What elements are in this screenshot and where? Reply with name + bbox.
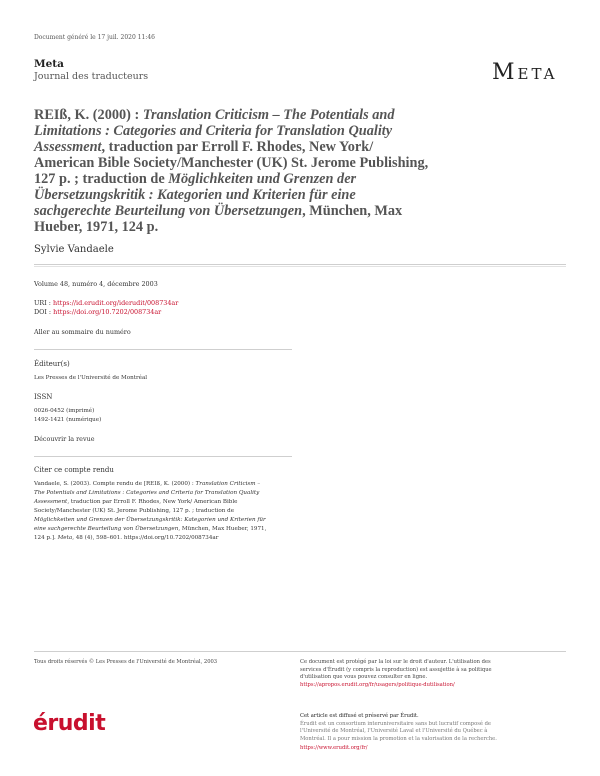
erudit-line: l'Université de Montréal, l'Université Laval et l'Université du Québec à bbox=[300, 728, 488, 735]
title-line-segment: Möglichkeiten und Grenzen der bbox=[168, 171, 357, 187]
copyright-notice bbox=[300, 659, 566, 689]
issn-print: 0026-0452 (imprimé) bbox=[34, 408, 95, 414]
title-line-segment: Limitations : Categories and Criteria for Translation Quality bbox=[34, 123, 393, 139]
uri-link[interactable]: https://id.erudit.org/iderudit/008734ar bbox=[52, 299, 179, 307]
title-line bbox=[34, 171, 579, 187]
uri-label: URI : bbox=[34, 299, 51, 307]
discover-journal-link[interactable]: Découvrir la revue bbox=[34, 435, 95, 443]
author-name[interactable]: Sylvie Vandaele bbox=[34, 244, 114, 255]
title-line-segment: , traduction par Erroll F. Rhodes, New York/ bbox=[101, 139, 374, 155]
title-line-segment: 127 p. ; traduction de bbox=[34, 171, 169, 187]
citation-line-segment: Assessment bbox=[34, 499, 68, 505]
title-line-segment: Translation Criticism – The Potentials and bbox=[142, 107, 395, 123]
citation-line bbox=[34, 489, 294, 498]
citation-text bbox=[34, 480, 294, 543]
summary-link[interactable]: Aller au sommaire du numéro bbox=[34, 328, 131, 336]
title-line bbox=[34, 219, 579, 235]
journal-subtitle: Journal des traducteurs bbox=[34, 71, 149, 82]
issn-label: ISSN bbox=[34, 393, 53, 401]
generated-date: Document généré le 17 juil. 2020 11:46 bbox=[34, 34, 155, 41]
copyright-line: Ce document est protégé par la loi sur le droit d'auteur. L'utilisation des bbox=[300, 659, 491, 665]
title-line-segment: REIß, K. (2000) : bbox=[34, 107, 143, 123]
journal-name: Meta bbox=[34, 58, 64, 70]
citation-line-segment: Meta bbox=[57, 535, 73, 541]
copyright-line: d'utilisation que vous pouvez consulter en ligne. bbox=[300, 674, 428, 681]
meta-logo-text: Meta bbox=[492, 60, 558, 85]
title-line bbox=[34, 155, 579, 171]
meta-logo bbox=[492, 60, 558, 85]
citation-line bbox=[34, 507, 294, 516]
citation-line-segment: The Potentials and Limitations : Categories and Criteria for Translation Quality bbox=[34, 490, 260, 496]
citation-line bbox=[34, 534, 294, 543]
citation-line-segment: Society/Manchester (UK) St. Jerome Publishing, 127 p. ; traduction de bbox=[34, 508, 235, 514]
citation-line-segment: Möglichkeiten und Grenzen der Übersetzungskritik: Kategorien und Kriterien für bbox=[34, 517, 266, 523]
divider bbox=[34, 651, 566, 652]
citation-line bbox=[34, 516, 294, 525]
title-line-segment: , München, Max bbox=[302, 203, 403, 219]
publisher-name: Les Presses de l'Université de Montréal bbox=[34, 375, 148, 381]
title-line-segment: Assessment bbox=[34, 139, 102, 155]
erudit-heading: Cet article est diffusé et préservé par Érudit. bbox=[300, 713, 419, 719]
title-line-segment: sachgerechte Beurteilung von Übersetzungen bbox=[34, 203, 303, 219]
citation-line-segment: 124 p.]. bbox=[34, 535, 58, 541]
copyright-line: services d'Érudit (y compris la reproduction) est assujettie à sa politique bbox=[300, 666, 492, 673]
doi-link[interactable]: https://doi.org/10.7202/008734ar bbox=[53, 308, 162, 316]
citation-line-segment: Translation Criticism – bbox=[195, 481, 261, 487]
doi-label: DOI : bbox=[34, 308, 52, 316]
publisher-label: Éditeur(s) bbox=[34, 360, 70, 368]
citation-line-segment: , München, Max Hueber, 1971, bbox=[178, 526, 267, 532]
citation-line bbox=[34, 498, 294, 507]
issn-digital: 1492-1421 (numérique) bbox=[34, 417, 102, 423]
article-title bbox=[34, 107, 579, 235]
citation-line bbox=[34, 525, 294, 534]
citation-line bbox=[34, 480, 294, 489]
citation-line-segment: Vandaele, S. (2003). Compte rendu de [REIß, K. (2000) : bbox=[34, 481, 196, 487]
erudit-notice bbox=[300, 713, 566, 753]
divider bbox=[34, 264, 566, 265]
title-line bbox=[34, 139, 579, 155]
citation-line-segment: , 48 (4), 598–601. https://doi.org/10.7202/008734ar bbox=[72, 535, 219, 541]
uri-line bbox=[34, 299, 178, 308]
title-line-segment: American Bible Society/Manchester (UK) St. Jerome Publishing, bbox=[34, 155, 429, 171]
doi-line bbox=[34, 308, 161, 317]
title-line-segment: Hueber, 1971, 124 p. bbox=[34, 219, 159, 235]
citation-line-segment: eine sachgerechte Beurteilung von Übersetzungen bbox=[34, 526, 179, 532]
divider bbox=[34, 266, 566, 267]
citation-label: Citer ce compte rendu bbox=[34, 466, 114, 474]
erudit-line: Montréal. Il a pour mission la promotion et la valorisation de la recherche. bbox=[300, 735, 497, 742]
title-line bbox=[34, 123, 579, 139]
policy-link[interactable]: https://apropos.erudit.org/fr/usagers/politique-dutilisation/ bbox=[300, 681, 455, 688]
title-line bbox=[34, 187, 579, 203]
erudit-link[interactable]: https://www.erudit.org/fr/ bbox=[300, 745, 368, 752]
title-line bbox=[34, 203, 579, 219]
citation-line-segment: , traduction par Erroll F. Rhodes, New York/ American Bible bbox=[67, 499, 238, 505]
erudit-line: Érudit est un consortium interuniversitaire sans but lucratif composé de bbox=[300, 720, 491, 727]
divider bbox=[34, 349, 292, 350]
volume-info: Volume 48, numéro 4, décembre 2003 bbox=[34, 280, 158, 288]
erudit-logo[interactable]: érudit bbox=[33, 711, 106, 736]
rights-notice: Tous droits réservés © Les Presses de l'Université de Montréal, 2003 bbox=[34, 659, 218, 665]
title-line bbox=[34, 107, 579, 123]
divider bbox=[34, 456, 292, 457]
title-line-segment: Übersetzungskritik : Kategorien und Kriterien für eine bbox=[34, 187, 356, 203]
